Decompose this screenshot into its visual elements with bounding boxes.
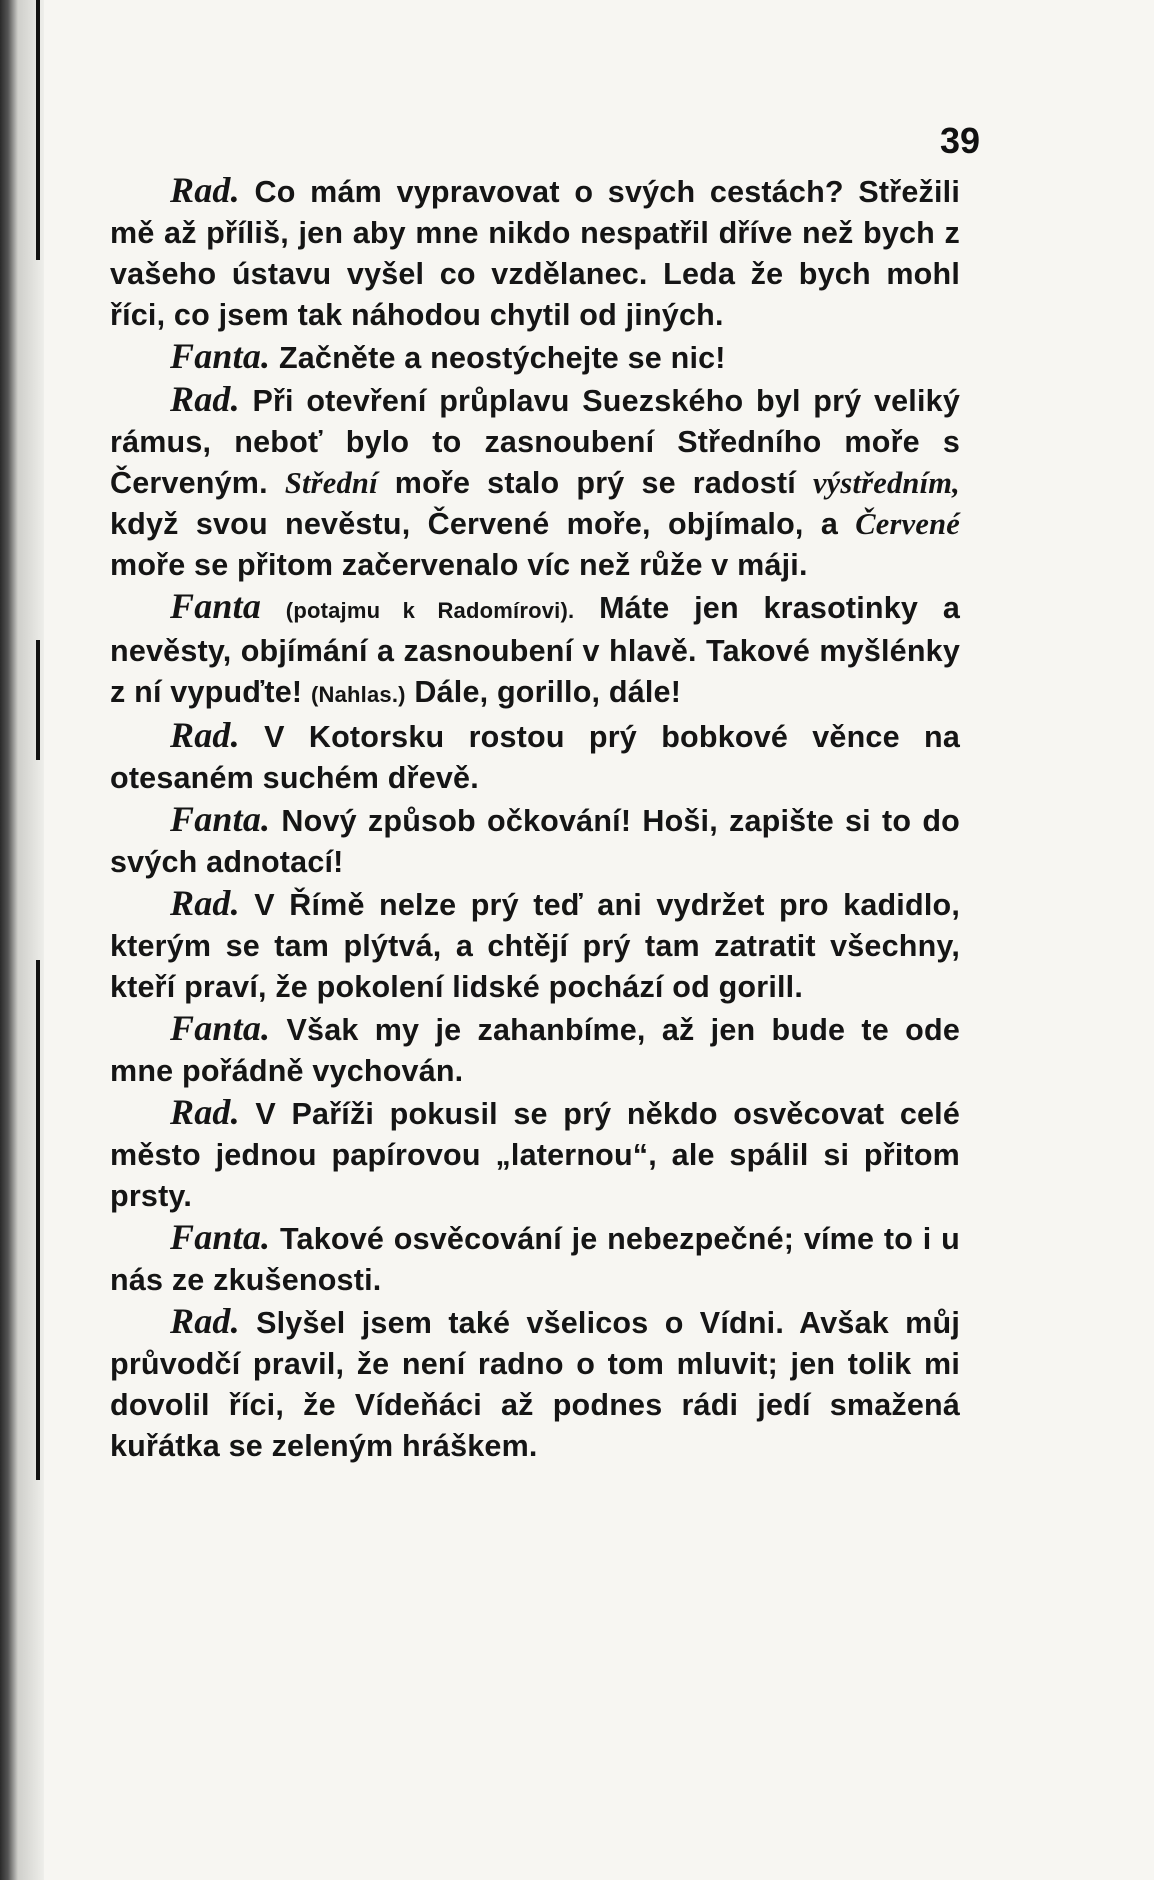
dialogue-text: Takové osvěcování je nebezpečné; víme to i u nás ze zkušenosti. — [110, 1222, 960, 1297]
stage-direction: (potajmu k Radomírovi). — [285, 598, 575, 623]
speaker-name: Fanta. — [170, 1008, 271, 1048]
dialogue-text: V Paříži pokusil se prý někdo osvěcovat celé město jednou papírovou „laternou“, ale spálil si přitom prsty. — [110, 1097, 960, 1213]
dialogue-paragraph — [110, 1217, 960, 1301]
dialogue-paragraph — [110, 170, 960, 336]
stage-direction: (Nahlas.) — [310, 682, 406, 707]
dialogue-text: Dále, gorillo, dále! — [414, 675, 682, 709]
dialogue-paragraph — [110, 586, 960, 715]
book-page — [110, 110, 980, 1760]
emphasized-word: výstředním, — [812, 466, 960, 500]
dialogue-text: moře stalo prý se radostí — [394, 466, 796, 500]
dialogue-text: když svou nevěstu, Červené moře, objímalo, a — [110, 507, 839, 541]
speaker-name: Rad. — [170, 170, 240, 210]
dialogue-text: V Kotorsku rostou prý bobkové věnce na otesaném suchém dřevě. — [110, 720, 960, 795]
speaker-name: Rad. — [170, 883, 240, 923]
binding-shadow-line — [36, 960, 40, 1480]
dialogue-text: V Římě nelze prý teď ani vydržet pro kadidlo, kterým se tam plýtvá, a chtějí prý tam zatratit všechny, kteří praví, že pokolení lidské pochází od gorill. — [110, 888, 960, 1004]
dialogue-paragraph — [110, 379, 960, 586]
dialogue-text: Máte jen krasotinky a nevěsty, objímání a zasnoubení v hlavě. Takové myšlénky z ní vypuďte! — [110, 591, 960, 709]
speaker-name: Rad. — [170, 1301, 240, 1341]
dialogue-paragraph — [110, 336, 960, 379]
dialogue-paragraph — [110, 1092, 960, 1217]
dialogue-paragraph — [110, 883, 960, 1008]
speaker-name: Fanta. — [170, 336, 271, 376]
speaker-name: Fanta. — [170, 799, 271, 839]
scan-binding-edge — [0, 0, 44, 1880]
dialogue-paragraph — [110, 1008, 960, 1092]
dialogue-text: Začněte a neostýchejte se nic! — [278, 341, 726, 375]
speaker-name: Rad. — [170, 715, 240, 755]
dialogue-text: Nový způsob očkování! Hoši, zapište si to do svých adnotací! — [110, 804, 960, 879]
speaker-name: Rad. — [170, 379, 240, 419]
speaker-name: Fanta. — [170, 1217, 271, 1257]
dialogue-paragraph — [110, 1301, 960, 1467]
dialogue-text: Při otevření průplavu Suezského byl prý veliký rámus, neboť bylo to zasnoubení Středního moře s Červeným. — [110, 384, 960, 500]
dialogue-text: Co mám vypravovat o svých cestách? Střežili mě až příliš, jen aby mne nikdo nespatřil dříve než bych z vašeho ústavu vyšel co vzdělanec. Leda že bych mohl říci, co jsem tak náhodou chytil od jiných. — [110, 175, 960, 332]
emphasized-word: Červené — [855, 507, 960, 541]
dialogue-text: Však my je zahanbíme, až jen bude te ode mne pořádně vychován. — [110, 1013, 960, 1088]
dialogue-text: moře se přitom začervenalo víc než růže v máji. — [110, 548, 808, 582]
binding-shadow-line — [36, 0, 40, 260]
dialogue-paragraph — [110, 715, 960, 799]
dialogue-text: Slyšel jsem také všelicos o Vídni. Avšak můj průvodčí pravil, že není radno o tom mluvit; jen tolik mi dovolil říci, že Vídeňáci až podnes rádi jedí smažená kuřátka se zeleným hráškem. — [110, 1306, 960, 1463]
speaker-name: Rad. — [170, 1092, 240, 1132]
emphasized-word: Střední — [284, 466, 378, 500]
page-number: 39 — [939, 120, 980, 161]
dialogue-paragraph — [110, 799, 960, 883]
page-text — [110, 170, 960, 1467]
binding-shadow-line — [36, 640, 40, 760]
speaker-name: Fanta — [170, 586, 262, 626]
